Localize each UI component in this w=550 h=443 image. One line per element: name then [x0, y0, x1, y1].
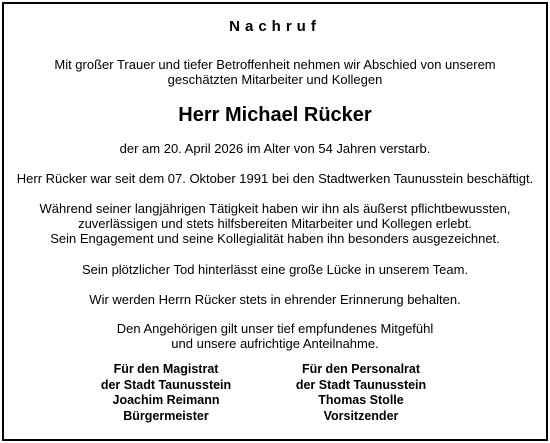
signature-block-magistrat — [66, 362, 266, 424]
signature-left-line-2: der Stadt Taunusstein — [100, 377, 232, 392]
signature-left-line-1: Für den Magistrat — [113, 362, 219, 376]
intro-line-1: Mit großer Trauer und tiefer Betroffenheit nehmen wir Abschied von unserem — [54, 57, 496, 72]
signature-right-line-2: der Stadt Taunusstein — [295, 377, 427, 392]
intro-line-2: geschätzten Mitarbeiter und Kollegen — [167, 72, 383, 87]
death-line: der am 20. April 2026 im Alter von 54 Jahren verstarb. — [119, 141, 431, 156]
signature-left-title: Bürgermeister — [123, 408, 209, 423]
tenure-line-1: Während seiner langjährigen Tätigkeit haben wir ihn als äußerst pflichtbewussten, — [39, 201, 511, 216]
tenure-line-3: Sein Engagement und seine Kollegialität haben ihn besonders ausgezeichnet. — [50, 231, 500, 246]
loss-line: Sein plötzlicher Tod hinterlässt eine große Lücke in unserem Team. — [81, 262, 469, 277]
signature-right-name: Thomas Stolle — [318, 393, 404, 407]
signature-left-name: Joachim Reimann — [112, 393, 220, 407]
signature-right-title: Vorsitzender — [323, 408, 399, 423]
condolence-line-1: Den Angehörigen gilt unser tief empfundenes Mitgefühl — [116, 321, 434, 336]
tenure-line-2: zuverlässigen und stets hilfsbereiten Mitarbeiter und Kollegen erlebt. — [78, 216, 472, 231]
employment-line: Herr Rücker war seit dem 07. Oktober 1991 bei den Stadtwerken Taunusstein beschäftigt. — [16, 171, 534, 186]
signature-right-line-1: Für den Personalrat — [301, 362, 421, 376]
signature-block-personalrat — [261, 362, 461, 424]
memory-line: Wir werden Herrn Rücker stets in ehrender Erinnerung behalten. — [89, 292, 461, 307]
condolence-line-2: und unsere aufrichtige Anteilnahme. — [171, 336, 379, 351]
obituary-notice — [2, 2, 548, 441]
deceased-name: Herr Michael Rücker — [178, 104, 372, 126]
notice-heading: Nachruf — [229, 18, 321, 35]
